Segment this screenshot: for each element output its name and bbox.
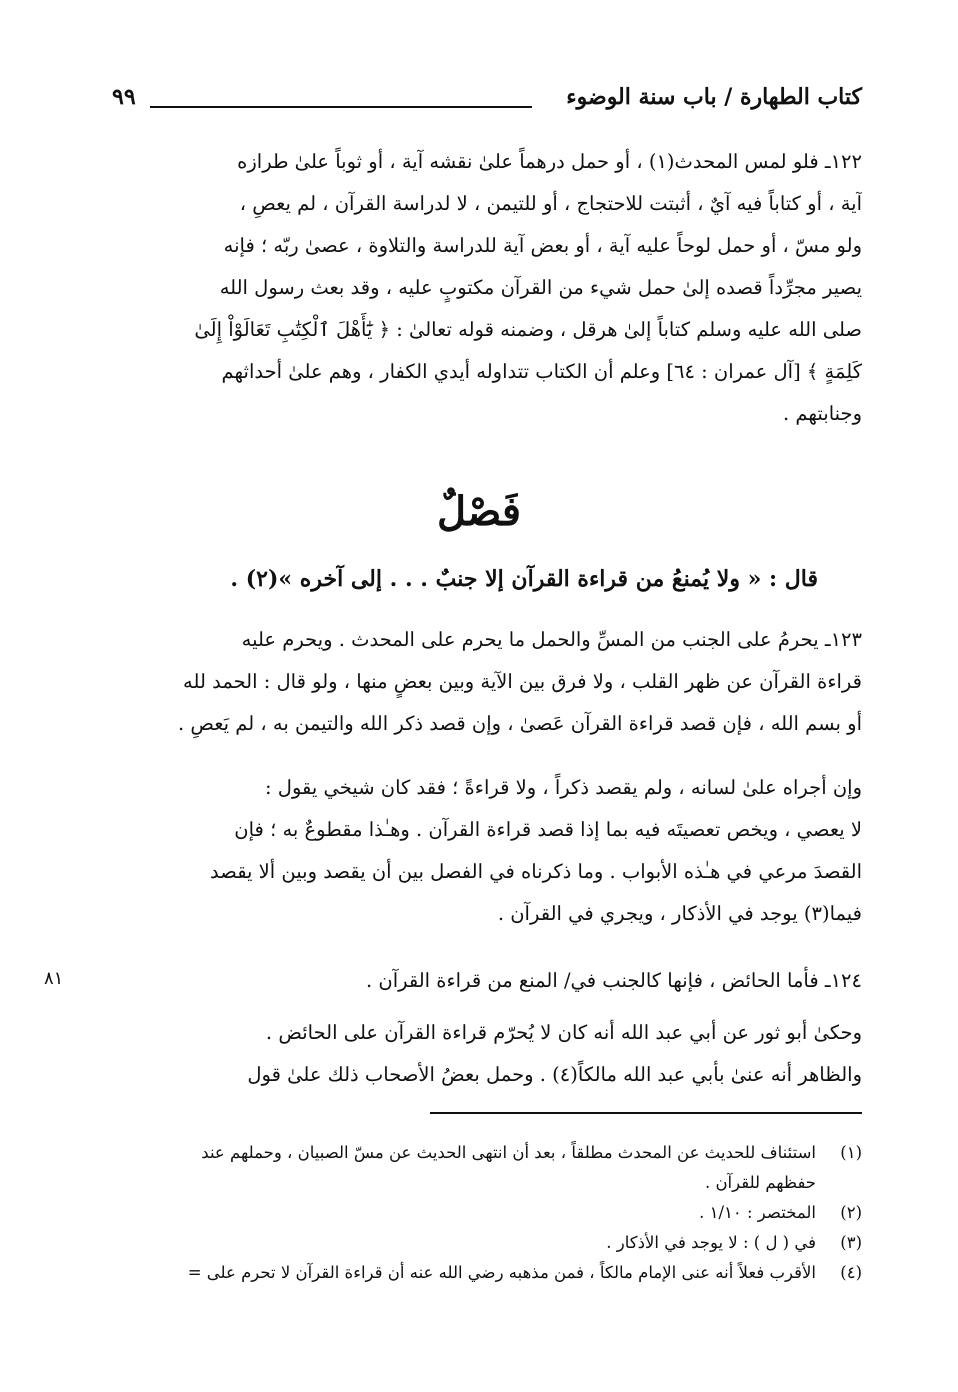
text-line: يصير مجرِّداً قصده إلىٰ حمل شيء من القرآن مكتوبٍ عليه ، وقد بعث رسول الله — [219, 276, 862, 299]
text-line: ولو مسّ ، أو حمل لوحاً عليه آية ، أو بعض آية للدراسة والتلاوة ، عصىٰ ربّه ؛ فإنه — [223, 234, 862, 257]
footnote-number: (٢) — [840, 1203, 862, 1222]
text-line: قراءة القرآن عن ظهر القلب ، ولا فرق بين الآية وبين بعضٍ منها ، ولو قال : الحمد لله — [183, 670, 862, 693]
text-line: ١٢٤ـ فأما الحائض ، فإنها كالجنب في/ المنع من قراءة القرآن . — [365, 969, 862, 992]
text-line: وجنابتهم . — [783, 402, 862, 425]
text-line: فيما(٣) يوجد في الأذكار ، ويجري في القرآن . — [497, 902, 862, 925]
footnote-number: (١) — [840, 1143, 862, 1162]
paragraph-123 — [96, 619, 862, 745]
paragraph-122 — [96, 141, 862, 435]
running-header — [112, 84, 862, 120]
header-rule — [150, 106, 532, 108]
text-line: كَلِمَةٍ ﴾ [آل عمران : ٦٤] وعلم أن الكتاب تتداوله أيدي الكفار ، وهم علىٰ أحداثهم — [221, 360, 862, 383]
footnote-number: (٤) — [840, 1263, 862, 1282]
footnote — [84, 1198, 862, 1228]
paragraph-124 — [96, 960, 862, 1002]
text-line: لا يعصي ، ويخص تعصيتَه فيه بما إذا قصد قراءة القرآن . وهـٰذا مقطوعٌ به ؛ فإن — [234, 818, 862, 841]
text-line: والظاهر أنه عنىٰ بأبي عبد الله مالكاً(٤) . وحمل بعضُ الأصحاب ذلك علىٰ قول — [247, 1063, 862, 1086]
text-line: ١٢٢ـ فلو لمس المحدث(١) ، أو حمل درهماً علىٰ نقشه آية ، أو ثوباً علىٰ طرازه — [237, 150, 862, 173]
text-line: آية ، أو كتاباً فيه آيٌ ، أثبتت للاحتجاج ، أو للتيمن ، لا لدراسة القرآن ، لم يعصِ ، — [239, 192, 862, 215]
paragraph-abu-thawr — [96, 1012, 862, 1096]
footnote-number: (٣) — [840, 1233, 862, 1252]
footnotes — [84, 1138, 862, 1288]
text-line: أو بسم الله ، فإن قصد قراءة القرآن عَصىٰ ، وإن قصد ذكر الله والتيمن به ، لم يَعصِ . — [177, 712, 862, 735]
footnote — [84, 1258, 862, 1288]
text-line: صلى الله عليه وسلم كتاباً إلىٰ هرقل ، وضمنه قوله تعالىٰ : ﴿ يَٰٓأَهْلَ ٱلْكِتَٰبِ تَعَالَوْاْ إِلَىٰ — [194, 318, 862, 341]
paragraph-continuation — [96, 767, 862, 935]
margin-page-marker: ٨١ — [44, 968, 64, 989]
footnote — [84, 1228, 862, 1258]
text-line: وحكىٰ أبو ثور عن أبي عبد الله أنه كان لا يُحرّم قراءة القرآن على الحائض . — [265, 1021, 862, 1044]
quoted-statement: قال : « ولا يُمنعُ من قراءة القرآن إلا جنبٌ . . . إلى آخره »(٢) . — [230, 566, 818, 592]
footnote — [84, 1138, 862, 1198]
text-line: القصدَ مرعي في هـٰذه الأبواب . وما ذكرناه في الفصل بين أن يقصد وبين ألا يقصد — [210, 860, 862, 883]
footnote-text: المختصر : ١/١٠ . — [699, 1203, 816, 1222]
page-number: ٩٩ — [112, 84, 136, 110]
footnote-separator — [430, 1112, 862, 1114]
text-line: ١٢٣ـ يحرمُ على الجنب من المسِّ والحمل ما يحرم على المحدث . ويحرم عليه — [241, 628, 862, 651]
footnote-text: في ( ل ) : لا يوجد في الأذكار . — [606, 1233, 816, 1252]
footnote-text-line: استئناف للحديث عن المحدث مطلقاً ، بعد أن انتهى الحديث عن مسّ الصبيان ، وحملهم عند — [201, 1143, 816, 1162]
text-line: وإن أجراه علىٰ لسانه ، ولم يقصد ذكراً ، ولا قراءةً ؛ فقد كان شيخي يقول : — [265, 776, 862, 799]
section-title: فَصْلٌ — [436, 488, 522, 535]
footnote-text-line: حفظهم للقرآن . — [704, 1173, 816, 1192]
header-title: كتاب الطهارة / باب سنة الوضوء — [566, 84, 862, 110]
footnote-text — [84, 1138, 816, 1198]
footnote-text: الأقرب فعلاً أنه عنى الإمام مالكاً ، فمن مذهبه رضي الله عنه أن قراءة القرآن لا تحرم على = — [187, 1263, 816, 1282]
